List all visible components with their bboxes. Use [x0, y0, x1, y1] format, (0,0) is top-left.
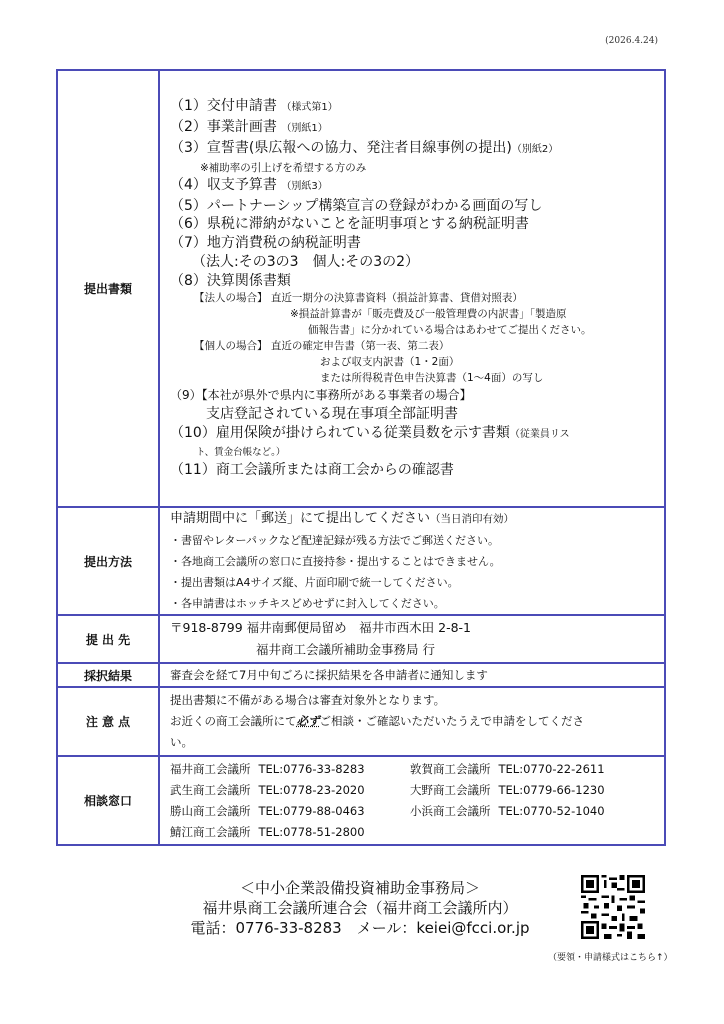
row-notes	[57, 687, 665, 756]
doc-sub: ※損益計算書が「販売費及び一般管理費の内訳書」「製造原	[290, 308, 567, 321]
documents-list	[159, 70, 665, 507]
doc-sub: および収支内訳書（1・2面）	[320, 356, 460, 369]
contact-entry: 勝山商工会議所 TEL:0779-88-0463	[170, 803, 365, 818]
office-name: ＜中小企業設備投資補助金事務局＞	[239, 879, 480, 897]
contact-entry: 鯖江商工会議所 TEL:0778-51-2800	[170, 824, 365, 839]
notes-line: い。	[170, 735, 193, 749]
doc-item: （2）事業計画書 （別紙1）	[170, 119, 328, 136]
contact-entry: 敦賀商工会議所 TEL:0770-22-2611	[410, 761, 605, 776]
organization-name: 福井県商工会議所連合会（福井商工会議所内）	[202, 899, 518, 917]
doc-item: （11）商工会議所または商工会からの確認書	[170, 461, 454, 478]
doc-item: （9）【本社が県外で県内に事務所がある事業者の場合】	[170, 388, 472, 403]
doc-item-detail: （法人:その3の3 個人:その3の2）	[192, 253, 420, 270]
doc-note: ※補助率の引上げを希望する方のみ	[200, 161, 367, 174]
notes-content	[159, 687, 665, 756]
doc-item: （8）決算関係書類	[170, 272, 291, 289]
contact-entry: 小浜商工会議所 TEL:0770-52-1040	[410, 803, 605, 818]
row-documents	[57, 70, 665, 507]
method-bullet: ・提出書類はA4サイズ縦、片面印刷で統一してください。	[170, 576, 459, 589]
method-bullet: ・各地商工会議所の窓口に直接持参・提出することはできません。	[170, 555, 501, 568]
row-destination	[57, 615, 665, 663]
qr-caption: （要領・申請様式はこちら↑）	[548, 953, 673, 963]
label-result: 採択結果	[57, 663, 159, 687]
row-result	[57, 663, 665, 687]
label-contacts: 相談窓口	[57, 756, 159, 845]
doc-item: （6）県税に滞納がないことを証明事項とする納税証明書	[170, 216, 529, 233]
destination-recipient: 福井商工会議所補助金事務局 行	[256, 642, 435, 657]
method-bullet: ・書留やレターパックなど配達記録が残る方法でご郵送ください。	[170, 534, 500, 547]
row-method	[57, 507, 665, 615]
contact-entry: 福井商工会議所 TEL:0776-33-8283	[170, 761, 365, 776]
doc-item: （5）パートナーシップ構築宣言の登録がわかる画面の写し	[170, 197, 543, 214]
doc-sub: 【法人の場合】 直近一期分の決算書資料（損益計算書、貸借対照表）	[194, 292, 523, 305]
label-destination: 提 出 先	[57, 615, 159, 663]
doc-item: （1）交付申請書 （様式第1）	[170, 98, 338, 115]
contacts-content	[159, 756, 665, 845]
label-notes: 注 意 点	[57, 687, 159, 756]
label-method: 提出方法	[57, 507, 159, 615]
application-info-table	[56, 69, 666, 846]
destination-content	[159, 615, 665, 663]
contact-entry: 大野商工会議所 TEL:0779-66-1230	[410, 782, 605, 797]
doc-item-detail: 支店登記されている現在事項全部証明書	[206, 406, 458, 423]
doc-sub: 価報告書」に分かれている場合はあわせてご提出ください。	[308, 324, 592, 337]
qr-code-icon[interactable]	[581, 875, 645, 939]
doc-item: （7）地方消費税の納税証明書	[170, 235, 361, 252]
contact-grid	[170, 759, 664, 843]
label-documents: 提出書類	[57, 70, 159, 507]
doc-note: ト、賃金台帳など。）	[196, 446, 286, 458]
row-contacts	[57, 756, 665, 845]
contact-entry: 武生商工会議所 TEL:0778-23-2020	[170, 782, 365, 797]
destination-address: 〒918-8799 福井南郵便局留め 福井市西木田 2-8-1	[170, 620, 472, 635]
emphasis: 必ず	[296, 714, 320, 728]
notes-line: お近くの商工会議所にて必ずご相談・ご確認いただいたうえで申請をしてくださ	[170, 714, 584, 728]
notes-line: 提出書類に不備がある場合は審査対象外となります。	[170, 693, 446, 707]
doc-item: （10）雇用保険が掛けられている従業員数を示す書類（従業員リス	[170, 425, 570, 442]
method-content	[159, 507, 665, 615]
doc-sub: 【個人の場合】 直近の確定申告書（第一表、第二表）	[194, 340, 450, 353]
doc-item: （4）収支予算書 （別紙3）	[170, 176, 328, 193]
doc-item: （3）宣誓書(県広報への協力、発注者目線事例の提出)（別紙2）	[170, 139, 559, 156]
contact-line: 電話：0776-33-8283 メール：keiei@fcci.or.jp	[190, 919, 530, 937]
issue-date: (2026.4.24)	[605, 36, 658, 46]
method-headline: 申請期間中に「郵送」にて提出してください（当日消印有効）	[170, 511, 515, 526]
doc-sub: または所得税青色申告決算書（1～4面）の写し	[320, 372, 544, 385]
result-text: 審査会を経て7月中旬ごろに採択結果を各申請者に通知します	[159, 663, 665, 687]
footer-office-info	[150, 878, 570, 938]
method-bullet: ・各申請書はホッチキスどめせずに封入してください。	[170, 597, 445, 610]
